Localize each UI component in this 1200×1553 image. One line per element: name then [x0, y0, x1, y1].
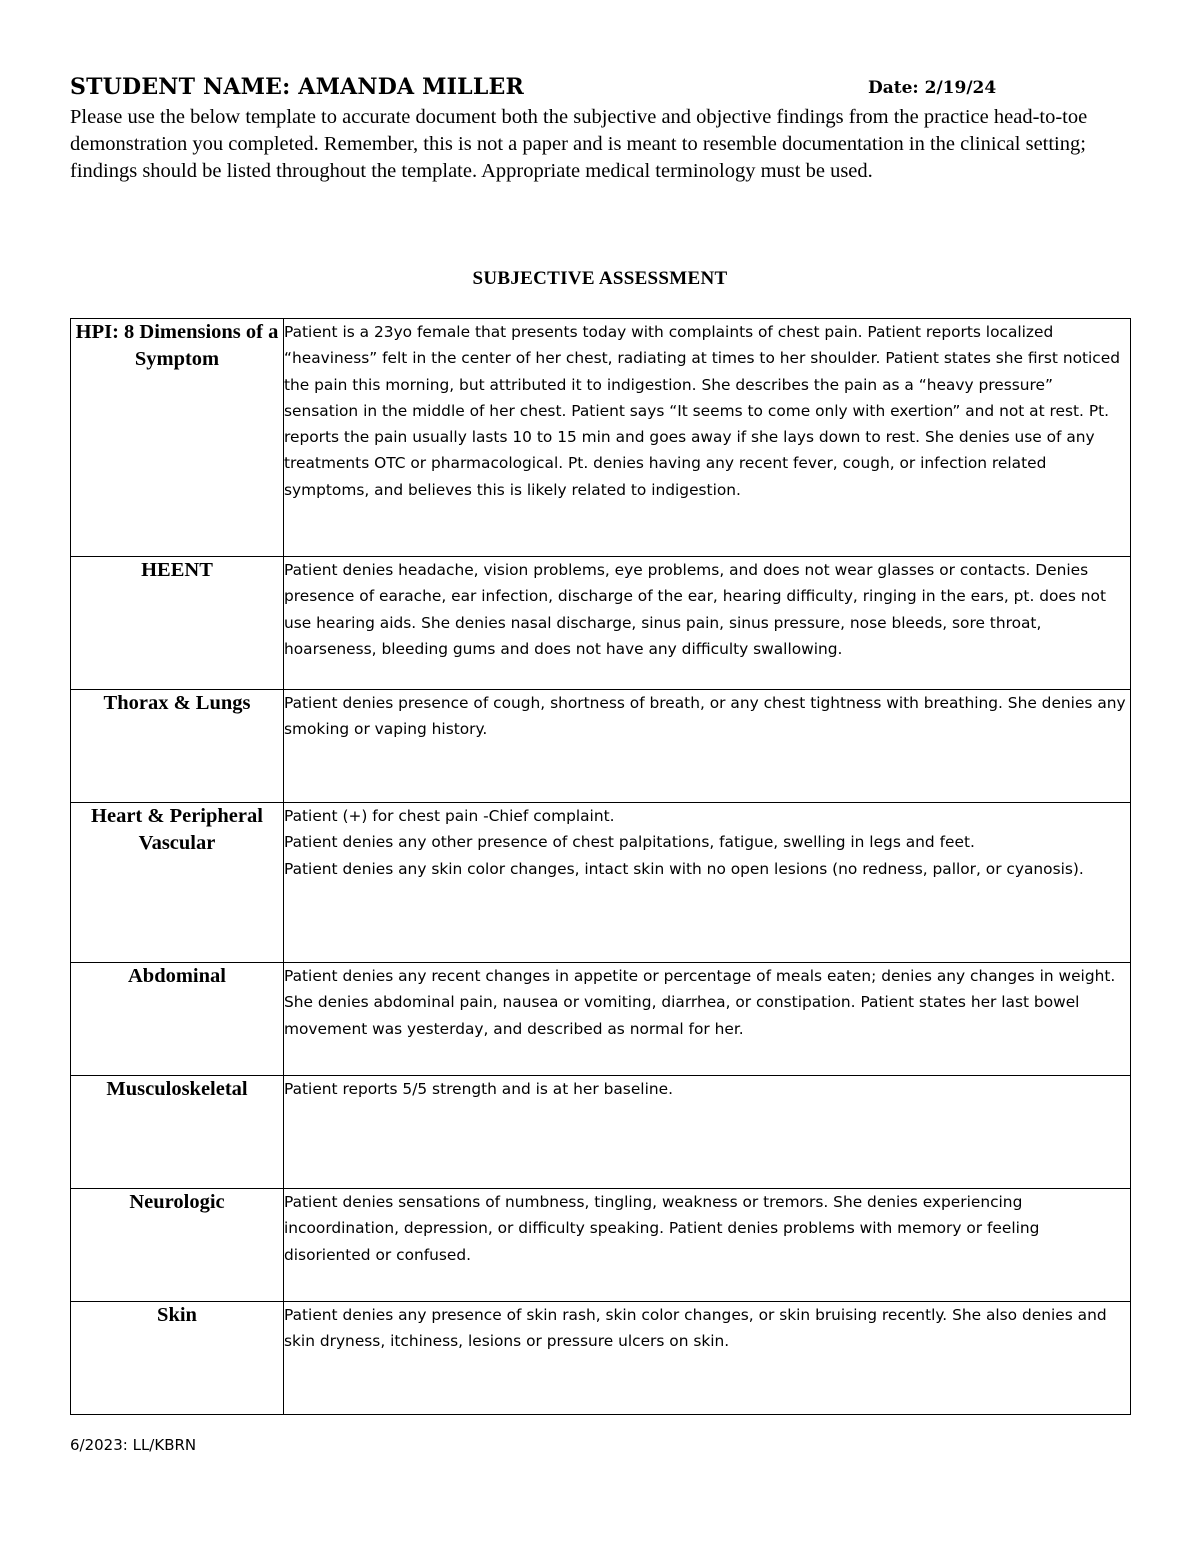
row-text: Patient denies headache, vision problems, eye problems, and does not wear glasses or contacts. Denies presence of earache, ear infection, discharge of the ear, hearing difficulty, ringing in the ears, pt. does not use hearing aids. She denies nasal discharge, sinus pain, sinus pressure, nose bleeds, sore throat, hoarseness, bleeding gums and does not have any difficulty swallowing.: [284, 557, 1131, 690]
row-label: HEENT: [71, 557, 284, 690]
section-title: SUBJECTIVE ASSESSMENT: [472, 268, 728, 289]
table-row-musculoskeletal: [71, 1076, 1131, 1189]
row-label: Heart & Peripheral Vascular: [71, 803, 284, 963]
student-name: STUDENT NAME: AMANDA MILLER: [70, 74, 524, 100]
table-row-heent: [71, 557, 1131, 690]
row-text: Patient is a 23yo female that presents today with complaints of chest pain. Patient reports localized “heaviness” felt in the center of her chest, radiating at times to her shoulder. Patient states she first noticed the pain this morning, but attributed it to indigestion. She describes the pain as a “heavy pressure” sensation in the middle of her chest. Patient says “It seems to come only with exertion” and not at rest. Pt. reports the pain usually lasts 10 to 15 min and goes away if she lays down to rest. She denies use of any treatments OTC or pharmacological. Pt. denies having any recent fever, cough, or infection related symptoms, and believes this is likely related to indigestion.: [284, 319, 1131, 557]
row-text: Patient denies any presence of skin rash, skin color changes, or skin bruising recently. She also denies and skin dryness, itchiness, lesions or pressure ulcers on skin.: [284, 1302, 1131, 1415]
table-row-hpi: [71, 319, 1131, 557]
row-label: Thorax & Lungs: [71, 690, 284, 803]
row-label: Musculoskeletal: [71, 1076, 284, 1189]
date: Date: 2/19/24: [868, 78, 997, 98]
row-text: Patient denies any recent changes in appetite or percentage of meals eaten; denies any changes in weight. She denies abdominal pain, nausea or vomiting, diarrhea, or constipation. Patient states her last bowel movement was yesterday, and described as normal for her.: [284, 963, 1131, 1076]
row-text: Patient reports 5/5 strength and is at her baseline.: [284, 1076, 1131, 1189]
subjective-assessment-table: [70, 318, 1131, 1415]
row-text: Patient denies sensations of numbness, tingling, weakness or tremors. She denies experiencing incoordination, depression, or difficulty speaking. Patient denies problems with memory or feeling disoriented or confused.: [284, 1189, 1131, 1302]
row-text-line: Patient denies any skin color changes, intact skin with no open lesions (no redness, pallor, or cyanosis).: [284, 859, 1084, 878]
header-line: [70, 74, 1130, 104]
row-label: Skin: [71, 1302, 284, 1415]
table-row-neurologic: [71, 1189, 1131, 1302]
row-label: Neurologic: [71, 1189, 284, 1302]
row-text-line: Patient denies any other presence of chest palpitations, fatigue, swelling in legs and feet.: [284, 833, 975, 852]
row-label: HPI: 8 Dimensions of a Symptom: [71, 319, 284, 557]
instructions-paragraph: Please use the below template to accurate document both the subjective and objective findings from the practice head-to-toe demonstration you completed. Remember, this is not a paper and is meant to resemble documentation in the clinical setting; findings should be listed throughout the template. Appropriate medical terminology must be used.: [70, 106, 1088, 182]
table-row-heart-peripheral: [71, 803, 1131, 963]
table-row-thorax-lungs: [71, 690, 1131, 803]
row-text-line: Patient (+) for chest pain -Chief complaint.: [284, 807, 615, 825]
table-row-skin: [71, 1302, 1131, 1415]
table-row-abdominal: [71, 963, 1131, 1076]
row-label: Abdominal: [71, 963, 284, 1076]
footer-revision: 6/2023: LL/KBRN: [70, 1436, 197, 1454]
row-text: Patient denies presence of cough, shortness of breath, or any chest tightness with breathing. She denies any smoking or vaping history.: [284, 690, 1131, 803]
row-text: [284, 803, 1131, 963]
